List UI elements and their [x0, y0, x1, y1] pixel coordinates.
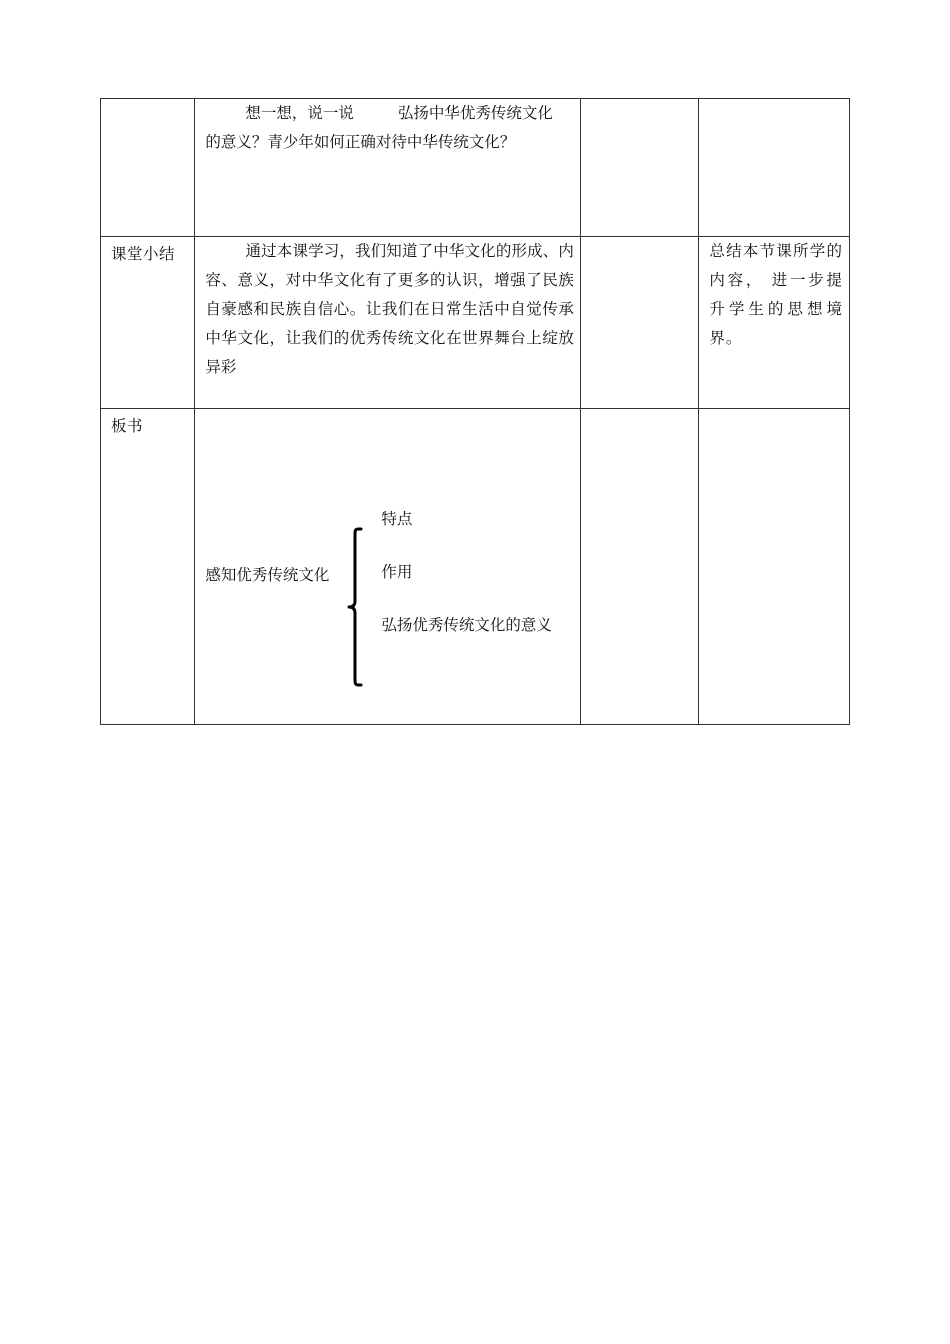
- curly-brace-icon: [347, 527, 365, 687]
- blackboard-branch-significance: 弘扬优秀传统文化的意义: [381, 616, 552, 634]
- summary-intent-cell: [699, 237, 850, 409]
- discussion-intent-cell: [699, 99, 850, 237]
- summary-text: 通过本课学习，我们知道了中华文化的形成、内容、意义，对中华文化有了更多的认识，增强了民族自豪感和民族自信心。让我们在日常生活中自觉传承中华文化，让我们的优秀传统文化在世界舞台上绽放异彩: [205, 242, 574, 376]
- discussion-question-line2: 的意义？青少年如何正确对待中华传统文化？: [205, 133, 516, 151]
- discussion-student-cell: [580, 99, 698, 237]
- discussion-question-line1: 弘扬中华优秀传统文化: [397, 104, 553, 122]
- blackboard-content-cell: [195, 409, 581, 725]
- discussion-text: [195, 99, 580, 157]
- summary-content-cell: [195, 237, 581, 409]
- blackboard-branch-features: 特点: [381, 510, 413, 528]
- blackboard-diagram: [195, 409, 580, 721]
- summary-text-wrap: [195, 237, 580, 382]
- summary-label: 课堂小结: [111, 245, 176, 263]
- summary-label-cell: [101, 237, 195, 409]
- discussion-lead: 想一想，说一说: [245, 104, 354, 122]
- table-row-discussion: [101, 99, 850, 237]
- summary-intent-text: 总结本节课所学的内容， 进一步提升学生的思想境界。: [709, 242, 843, 347]
- table-row-blackboard: [101, 409, 850, 725]
- blackboard-student-cell: [580, 409, 698, 725]
- blackboard-root-topic: 感知优秀传统文化: [205, 566, 330, 584]
- discussion-content-cell: [195, 99, 581, 237]
- blackboard-intent-cell: [699, 409, 850, 725]
- blackboard-label-cell: [101, 409, 195, 725]
- table-row-summary: [101, 237, 850, 409]
- summary-student-cell: [580, 237, 698, 409]
- blackboard-branch-function: 作用: [381, 563, 413, 581]
- blackboard-label: 板书: [111, 417, 144, 435]
- lesson-plan-table: [100, 98, 850, 725]
- discussion-label-cell: [101, 99, 195, 237]
